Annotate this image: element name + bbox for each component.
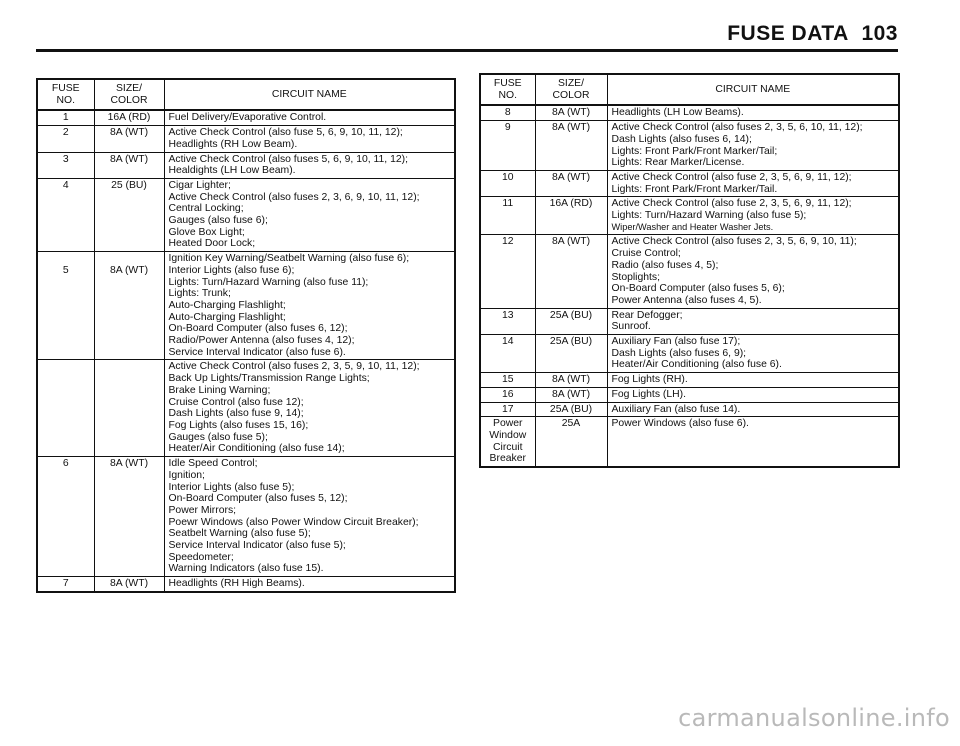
fuse-table-left bbox=[36, 78, 456, 593]
circuit-name: Active Check Control (also fuse 2, 3, 5, 6, 9, 11, 12); Lights: Turn/Hazard Warning (also fuse 5); Wiper/Washer and Heater Washer Jets. bbox=[607, 197, 899, 235]
fuse-number: 4 bbox=[37, 178, 94, 251]
fuse-number: 14 bbox=[480, 335, 535, 373]
table-row bbox=[480, 373, 899, 388]
circuit-name: Auxiliary Fan (also fuse 14). bbox=[607, 402, 899, 417]
fuse-number: 1 bbox=[37, 110, 94, 125]
header-rule bbox=[36, 49, 898, 52]
table-row bbox=[480, 402, 899, 417]
fuse-number: Power Window Circuit Breaker bbox=[480, 417, 535, 467]
fuse-size: 16A (RD) bbox=[94, 110, 164, 125]
circuit-name: Idle Speed Control; Ignition; Interior Lights (also fuse 5); On-Board Computer (also fuses 5, 12); Power Mirrors; Poewr Windows (also Power Window Circuit Breaker); Seatbelt Warning (also fuse 5); Service Interval Indicator (also fuse 5); Speedometer; Warning Indicators (also fuse 15). bbox=[164, 457, 455, 577]
circuit-name: Fuel Delivery/Evaporative Control. bbox=[164, 110, 455, 125]
circuit-name: Auxiliary Fan (also fuse 17); Dash Lights (also fuses 6, 9); Heater/Air Conditioning (also fuse 6). bbox=[607, 335, 899, 373]
circuit-name: Active Check Control (also fuse 5, 6, 9, 10, 11, 12); Headlights (RH Low Beam). bbox=[164, 126, 455, 152]
fuse-number: 15 bbox=[480, 373, 535, 388]
fuse-size: 8A (WT) bbox=[535, 170, 607, 196]
page-title: FUSE DATA bbox=[727, 22, 849, 45]
fuse-number: 6 bbox=[37, 457, 94, 577]
fuse-size: 25A (BU) bbox=[535, 335, 607, 373]
circuit-name: Active Check Control (also fuses 2, 3, 5, 6, 9, 10, 11); Cruise Control; Radio (also fuses 4, 5); Stoplights; On-Board Computer (also fuses 5, 6); Power Antenna (also fuses 4, 5). bbox=[607, 235, 899, 308]
fuse-size: 8A (WT) bbox=[535, 121, 607, 171]
header-circuit-name: CIRCUIT NAME bbox=[164, 79, 455, 110]
circuit-name: Fog Lights (RH). bbox=[607, 373, 899, 388]
table-row bbox=[37, 152, 455, 178]
fuse-number: 7 bbox=[37, 577, 94, 592]
fuse-table-right bbox=[479, 73, 900, 468]
fuse-number: 17 bbox=[480, 402, 535, 417]
table-header-row bbox=[480, 74, 899, 105]
fuse-size: 8A (WT) bbox=[535, 105, 607, 120]
circuit-name: Active Check Control (also fuses 5, 6, 9, 10, 11, 12); Healdights (LH Low Beam). bbox=[164, 152, 455, 178]
table-header-row bbox=[37, 79, 455, 110]
table-row bbox=[37, 252, 455, 360]
fuse-size: 8A (WT) bbox=[535, 373, 607, 388]
fuse-number: 12 bbox=[480, 235, 535, 308]
table-row bbox=[480, 197, 899, 235]
table-row bbox=[480, 335, 899, 373]
table-row bbox=[480, 235, 899, 308]
circuit-name: Headlights (RH High Beams). bbox=[164, 577, 455, 592]
table-row bbox=[480, 121, 899, 171]
page-number: 103 bbox=[861, 22, 898, 45]
table-row bbox=[37, 110, 455, 125]
circuit-name: Active Check Control (also fuse 2, 3, 5, 6, 9, 11, 12); Lights: Front Park/Front Marker/Tail. bbox=[607, 170, 899, 196]
fuse-number: 11 bbox=[480, 197, 535, 235]
fuse-number: 16 bbox=[480, 387, 535, 402]
fuse-number: 9 bbox=[480, 121, 535, 171]
circuit-name: Active Check Control (also fuses 2, 3, 5, 9, 10, 11, 12); Back Up Lights/Transmission Range Lights; Brake Lining Warning; Cruise Control (also fuse 12); Dash Lights (also fuse 9, 14); Fog Lights (also fuses 15, 16); Gauges (also fuse 5); Heater/Air Conditioning (also fuse 14); bbox=[164, 360, 455, 457]
header-fuse-no: FUSE NO. bbox=[480, 74, 535, 105]
table-row bbox=[37, 360, 455, 457]
table-row bbox=[37, 178, 455, 251]
fuse-number: 10 bbox=[480, 170, 535, 196]
fuse-size: 8A (WT) bbox=[94, 126, 164, 152]
circuit-name: Active Check Control (also fuses 2, 3, 5, 6, 10, 11, 12); Dash Lights (also fuses 6, 14); Lights: Front Park/Front Marker/Tail; Lights: Rear Marker/License. bbox=[607, 121, 899, 171]
fuse-number: 3 bbox=[37, 152, 94, 178]
fuse-size: 25A (BU) bbox=[535, 308, 607, 334]
fuse-number: 2 bbox=[37, 126, 94, 152]
header-size-color: SIZE/ COLOR bbox=[535, 74, 607, 105]
fuse-size: 8A (WT) bbox=[535, 387, 607, 402]
circuit-name: Cigar Lighter; Active Check Control (also fuses 2, 3, 6, 9, 10, 11, 12); Central Locking; Gauges (also fuse 6); Glove Box Light; Heated Door Lock; bbox=[164, 178, 455, 251]
fuse-number: 5 bbox=[37, 252, 94, 360]
fuse-size: 16A (RD) bbox=[535, 197, 607, 235]
fuse-size bbox=[94, 360, 164, 457]
fuse-size: 8A (WT) bbox=[94, 457, 164, 577]
table-row bbox=[480, 308, 899, 334]
fuse-number: 13 bbox=[480, 308, 535, 334]
table-row bbox=[37, 577, 455, 592]
fuse-size: 25 (BU) bbox=[94, 178, 164, 251]
circuit-name: Rear Defogger; Sunroof. bbox=[607, 308, 899, 334]
circuit-name: Ignition Key Warning/Seatbelt Warning (also fuse 6); Interior Lights (also fuse 6); Lights: Turn/Hazard Warning (also fuse 11); Lights: Trunk; Auto-Charging Flashlight; Auto-Charging Flashlight; On-Board Computer (also fuses 6, 12); Radio/Power Antenna (also fuses 4, 12); Service Interval Indicator (also fuse 6). bbox=[164, 252, 455, 360]
header-circuit-name: CIRCUIT NAME bbox=[607, 74, 899, 105]
circuit-name: Fog Lights (LH). bbox=[607, 387, 899, 402]
fuse-size: 25A (BU) bbox=[535, 402, 607, 417]
header-size-color: SIZE/ COLOR bbox=[94, 79, 164, 110]
table-row bbox=[37, 126, 455, 152]
table-row bbox=[480, 170, 899, 196]
table-row bbox=[37, 457, 455, 577]
circuit-name: Headlights (LH Low Beams). bbox=[607, 105, 899, 120]
table-row bbox=[480, 387, 899, 402]
fuse-size: 8A (WT) bbox=[94, 152, 164, 178]
header-fuse-no: FUSE NO. bbox=[37, 79, 94, 110]
fuse-number bbox=[37, 360, 94, 457]
fuse-size: 8A (WT) bbox=[535, 235, 607, 308]
fuse-size: 25A bbox=[535, 417, 607, 467]
watermark: carmanualsonline.info bbox=[678, 704, 950, 732]
circuit-name: Power Windows (also fuse 6). bbox=[607, 417, 899, 467]
page-header bbox=[727, 22, 898, 46]
fuse-size: 8A (WT) bbox=[94, 252, 164, 360]
table-row bbox=[480, 417, 899, 467]
table-row bbox=[480, 105, 899, 120]
fuse-number: 8 bbox=[480, 105, 535, 120]
fuse-size: 8A (WT) bbox=[94, 577, 164, 592]
